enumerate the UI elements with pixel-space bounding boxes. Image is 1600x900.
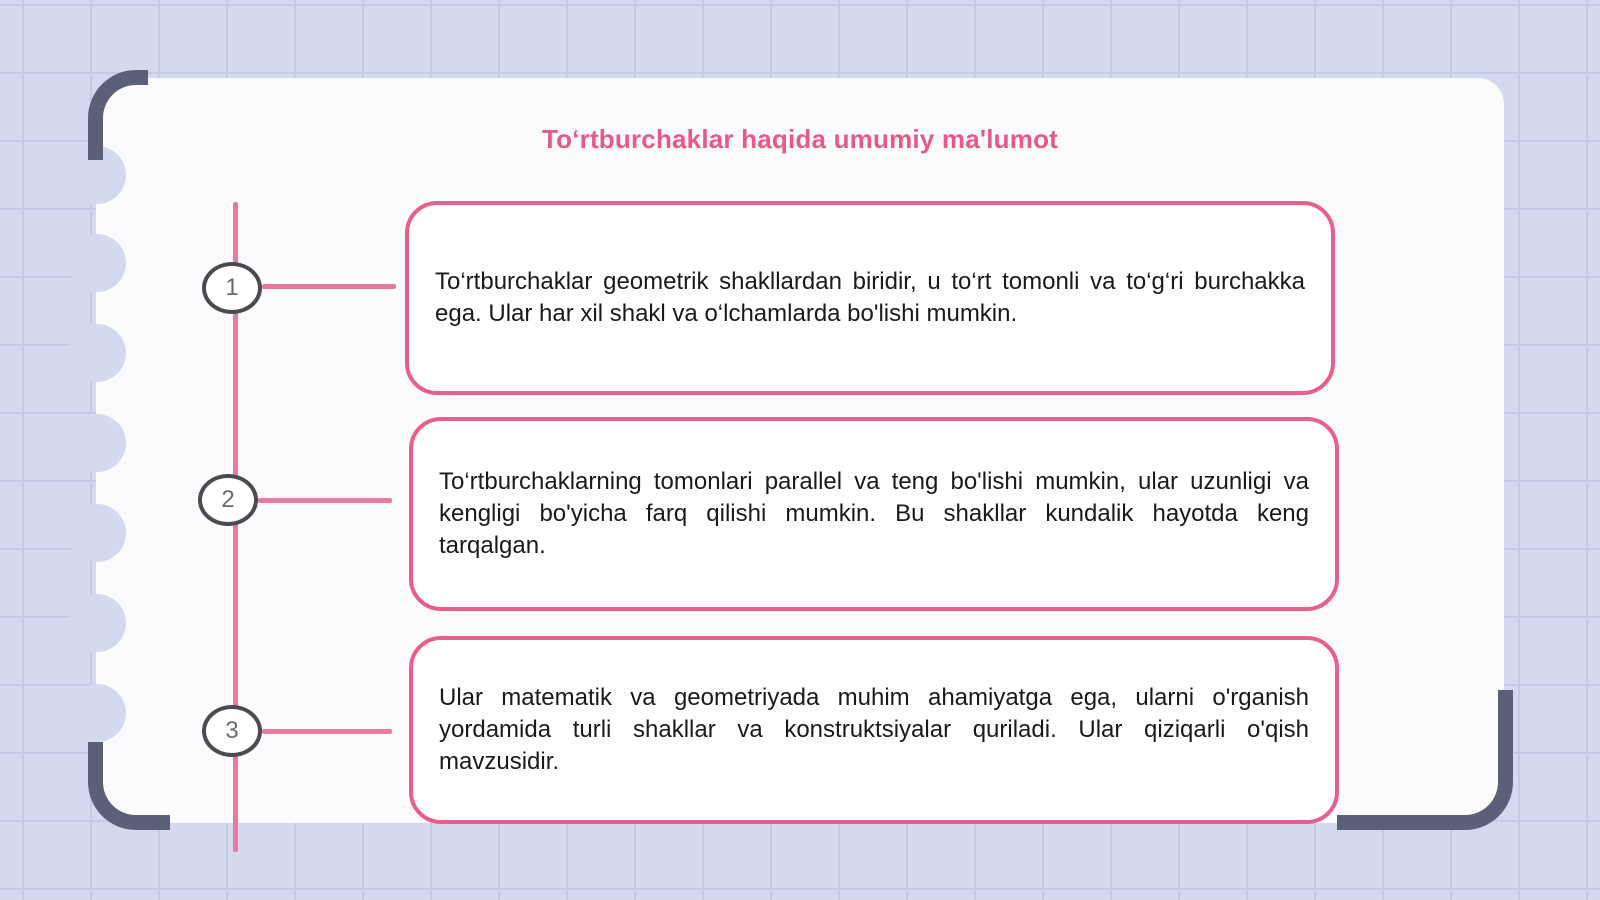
paper-scallop	[68, 594, 126, 652]
timeline-node-1	[202, 262, 262, 314]
paper-scallop	[68, 324, 126, 382]
info-card-text: To‘rtburchaklar geometrik shakllardan biridir, u to‘rt tomonli va to‘g‘ri burchakka ega. Ular har xil shakl va o‘lchamlarda bo'lishi mumkin.	[435, 268, 1305, 327]
paper-scallop	[68, 414, 126, 472]
paper-scallop	[68, 684, 126, 742]
timeline-node-3	[202, 705, 262, 757]
node-number: 1	[225, 274, 239, 301]
corner-bracket-bottom-right	[1337, 690, 1513, 830]
timeline-node-2	[198, 474, 258, 526]
info-card-1	[405, 201, 1335, 395]
node-number: 2	[221, 486, 235, 513]
timeline-connector	[262, 284, 396, 289]
node-number: 3	[225, 717, 239, 744]
slide-title: Toʻrtburchaklar haqida umumiy ma'lumot	[541, 124, 1059, 154]
paper-scallop	[68, 504, 126, 562]
timeline-connector	[258, 498, 392, 503]
info-card-text: To‘rtburchaklarning tomonlari parallel va teng bo'lishi mumkin, ular uzunligi va kengligi bo'yicha farq qilishi mumkin. Bu shakllar kundalik hayotda keng tarqalgan.	[439, 468, 1309, 559]
info-card-3	[409, 636, 1339, 824]
info-card-2	[409, 417, 1339, 611]
info-card-text: Ular matematik va geometriyada muhim ahamiyatga ega, ularni o'rganish yordamida turli shakllar va konstruktsiyalar quriladi. Ular qiziqarli o'qish mavzusidir.	[439, 684, 1309, 775]
paper-scallop	[68, 234, 126, 292]
corner-bracket-bottom-left	[88, 742, 170, 830]
corner-bracket-top-left	[88, 70, 148, 160]
timeline-connector	[262, 729, 392, 734]
